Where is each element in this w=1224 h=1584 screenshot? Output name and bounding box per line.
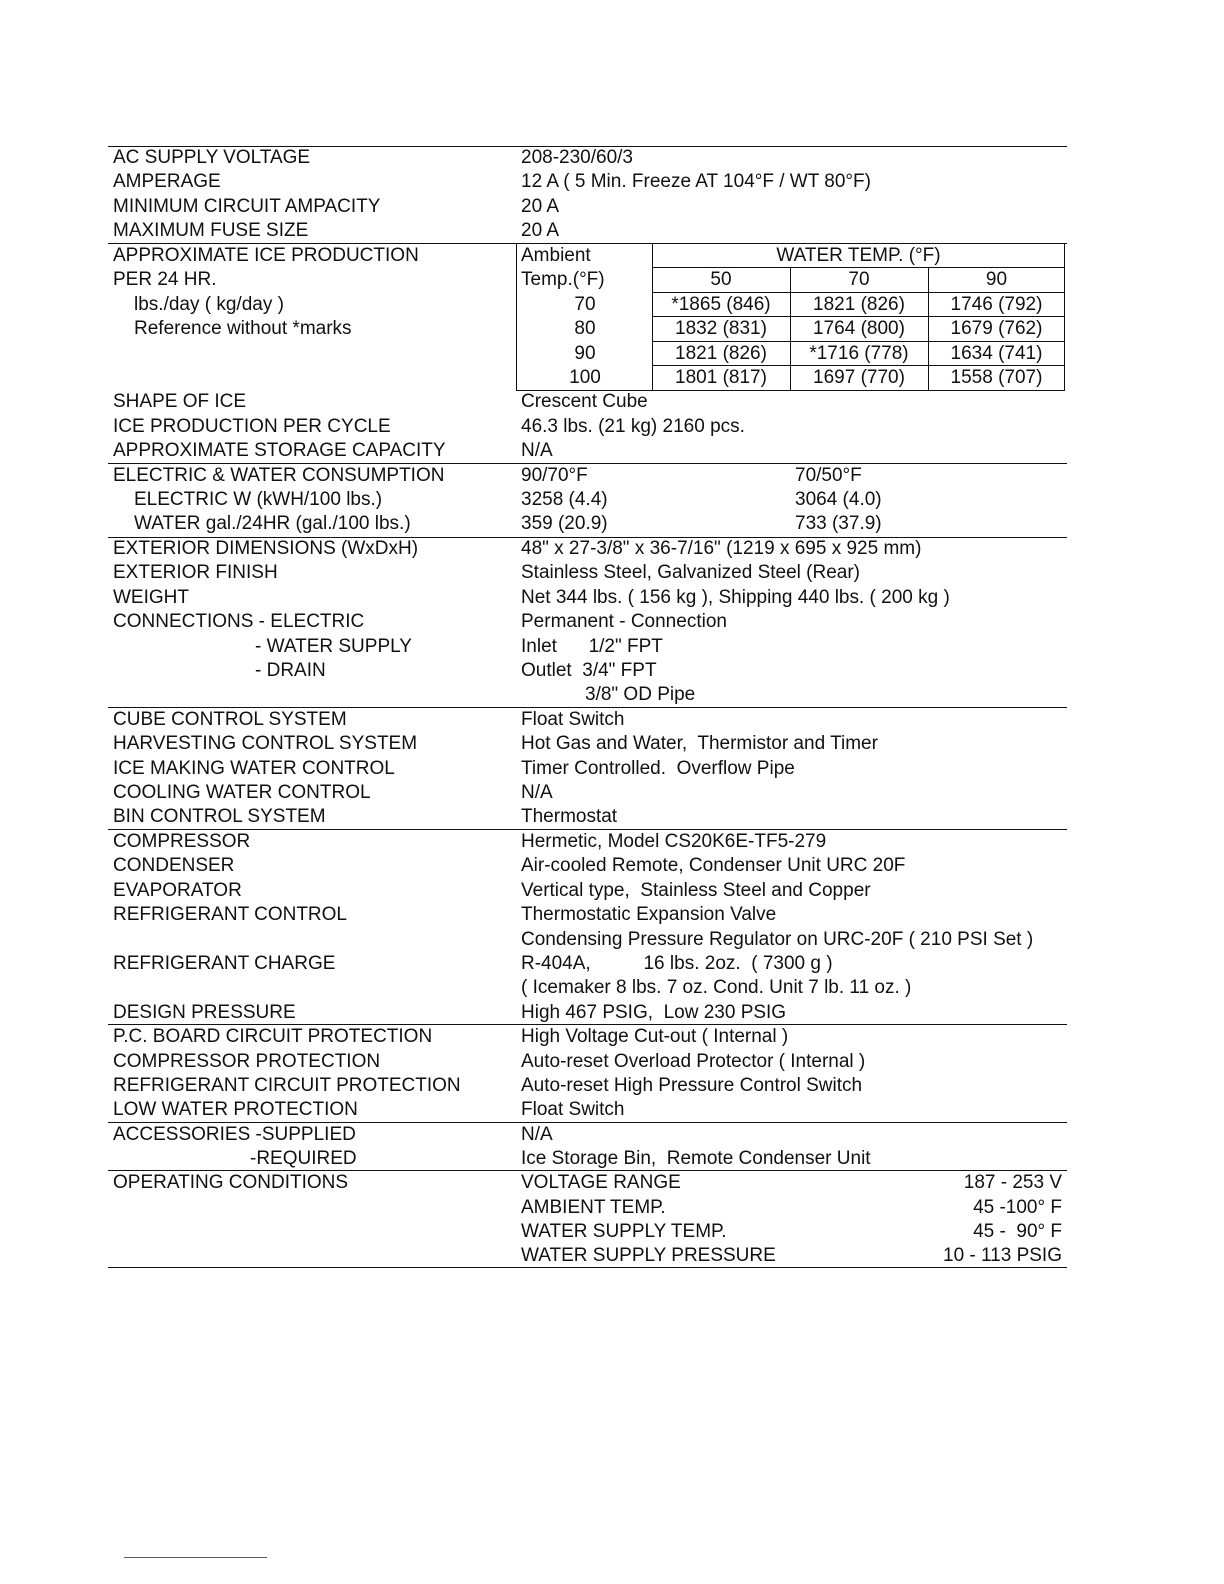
ac-supply-voltage-value: 208-230/60/3 (521, 147, 633, 168)
storage-value: N/A (521, 440, 553, 461)
ice-production-label-2: PER 24 HR. (113, 269, 217, 290)
per-cycle-value: 46.3 lbs. (21 kg) 2160 pcs. (521, 416, 745, 437)
connections-electric-label: CONNECTIONS - ELECTRIC (113, 611, 365, 632)
min-circuit-value: 20 A (521, 196, 560, 217)
accessories-supplied-label: ACCESSORIES -SUPPLIED (113, 1124, 356, 1145)
weight-value: Net 344 lbs. ( 156 kg ), Shipping 440 lbs. ( 200 kg ) (521, 587, 950, 608)
finish-value: Stainless Steel, Galvanized Steel (Rear) (521, 562, 860, 583)
connections-water-label: - WATER SUPPLY (255, 636, 412, 657)
water-supply-pressure-label: WATER SUPPLY PRESSURE (521, 1245, 776, 1266)
table-ambient-90: 90 (574, 343, 596, 364)
shape-of-ice-value: Crescent Cube (521, 391, 648, 412)
water-supply-pressure-value: 10 - 113 PSIG (943, 1245, 1062, 1266)
refrigerant-charge-label: REFRIGERANT CHARGE (113, 953, 336, 974)
refrigerant-protection-label: REFRIGERANT CIRCUIT PROTECTION (113, 1075, 461, 1096)
condenser-label: CONDENSER (113, 855, 235, 876)
bin-control-label: BIN CONTROL SYSTEM (113, 806, 326, 827)
compressor-protection-label: COMPRESSOR PROTECTION (113, 1051, 381, 1072)
refrigerant-control-value-2: Condensing Pressure Regulator on URC-20F ( 210 PSI Set ) (521, 929, 1034, 950)
table-cell: 1679 (762) (950, 318, 1043, 339)
footer-blue-rule (124, 1557, 267, 1558)
cooling-water-control-label: COOLING WATER CONTROL (113, 782, 371, 803)
water-consumption-v1: 359 (20.9) (521, 513, 608, 534)
table-cell: 1821 (826) (813, 294, 905, 315)
voltage-range-label: VOLTAGE RANGE (521, 1172, 681, 1193)
compressor-value: Hermetic, Model CS20K6E-TF5-279 (521, 831, 827, 852)
ambient-temp-value: 45 -100° F (973, 1197, 1062, 1218)
water-supply-temp-value: 45 - 90° F (973, 1221, 1062, 1242)
voltage-range-value: 187 - 253 V (963, 1172, 1062, 1193)
table-border-left (516, 243, 517, 390)
table-ambient-header: Ambient (521, 245, 591, 266)
condenser-value: Air-cooled Remote, Condenser Unit URC 20F (521, 855, 906, 876)
water-supply-temp-label: WATER SUPPLY TEMP. (521, 1221, 727, 1242)
connections-drain-label: - DRAIN (255, 660, 326, 681)
connections-water-value: Inlet 1/2" FPT (521, 636, 663, 657)
compressor-protection-value: Auto-reset Overload Protector ( Internal ) (521, 1051, 866, 1072)
max-fuse-value: 20 A (521, 220, 560, 241)
consumption-col-90-70: 90/70°F (521, 465, 588, 486)
pc-board-protection-label: P.C. BOARD CIRCUIT PROTECTION (113, 1026, 433, 1047)
ac-supply-voltage-label: AC SUPPLY VOLTAGE (113, 147, 311, 168)
per-cycle-label: ICE PRODUCTION PER CYCLE (113, 416, 391, 437)
table-cell: 1634 (741) (950, 343, 1043, 364)
weight-label: WEIGHT (113, 587, 189, 608)
refrigerant-control-value: Thermostatic Expansion Valve (521, 904, 777, 925)
cooling-water-control-value: N/A (521, 782, 553, 803)
cube-control-value: Float Switch (521, 709, 625, 730)
ice-production-reference-note: Reference without *marks (134, 318, 352, 339)
ambient-temp-label: AMBIENT TEMP. (521, 1197, 666, 1218)
amperage-label: AMPERAGE (113, 171, 221, 192)
electric-consumption-v2: 3064 (4.0) (795, 489, 882, 510)
ice-water-control-value: Timer Controlled. Overflow Pipe (521, 758, 795, 779)
amperage-value: 12 A ( 5 Min. Freeze AT 104°F / WT 80°F) (521, 171, 871, 192)
water-consumption-v2: 733 (37.9) (795, 513, 882, 534)
compressor-label: COMPRESSOR (113, 831, 251, 852)
table-col-90: 90 (985, 269, 1008, 290)
max-fuse-label: MAXIMUM FUSE SIZE (113, 220, 309, 241)
ice-production-label: APPROXIMATE ICE PRODUCTION (113, 245, 419, 266)
evaporator-label: EVAPORATOR (113, 880, 242, 901)
min-circuit-label: MINIMUM CIRCUIT AMPACITY (113, 196, 381, 217)
table-cell: 1558 (707) (950, 367, 1043, 388)
table-ambient-header-2: Temp.(°F) (521, 269, 605, 290)
table-ambient-80: 80 (574, 318, 596, 339)
table-cell: 1697 (770) (813, 367, 905, 388)
refrigerant-protection-value: Auto-reset High Pressure Control Switch (521, 1075, 863, 1096)
refrigerant-charge-value: R-404A, 16 lbs. 2oz. ( 7300 g ) (521, 953, 833, 974)
finish-label: EXTERIOR FINISH (113, 562, 278, 583)
connections-electric-value: Permanent - Connection (521, 611, 727, 632)
table-cell: 1801 (817) (675, 367, 767, 388)
table-cell: 1746 (792) (950, 294, 1043, 315)
consumption-col-70-50: 70/50°F (795, 465, 862, 486)
table-cell: *1716 (778) (809, 343, 909, 364)
bin-control-value: Thermostat (521, 806, 618, 827)
table-col-70: 70 (848, 269, 870, 290)
water-consumption-label: WATER gal./24HR (gal./100 lbs.) (134, 513, 411, 534)
operating-conditions-label: OPERATING CONDITIONS (113, 1172, 349, 1193)
storage-label: APPROXIMATE STORAGE CAPACITY (113, 440, 446, 461)
table-cell: *1865 (846) (671, 294, 771, 315)
electric-consumption-label: ELECTRIC W (kWH/100 lbs.) (134, 489, 383, 510)
design-pressure-value: High 467 PSIG, Low 230 PSIG (521, 1002, 787, 1023)
table-cell: 1832 (831) (675, 318, 767, 339)
connections-drain-value-2: 3/8" OD Pipe (585, 684, 696, 705)
table-cell: 1821 (826) (675, 343, 767, 364)
shape-of-ice-label: SHAPE OF ICE (113, 391, 247, 412)
dimensions-label: EXTERIOR DIMENSIONS (WxDxH) (113, 538, 419, 559)
accessories-supplied-value: N/A (521, 1124, 553, 1145)
electric-consumption-v1: 3258 (4.4) (521, 489, 608, 510)
connections-drain-value: Outlet 3/4" FPT (521, 660, 657, 681)
ice-water-control-label: ICE MAKING WATER CONTROL (113, 758, 395, 779)
dimensions-value: 48" x 27-3/8" x 36-7/16" (1219 x 695 x 925 mm) (521, 538, 922, 559)
pc-board-protection-value: High Voltage Cut-out ( Internal ) (521, 1026, 789, 1047)
harvesting-control-value: Hot Gas and Water, Thermistor and Timer (521, 733, 878, 754)
harvesting-control-label: HARVESTING CONTROL SYSTEM (113, 733, 418, 754)
ice-production-units: lbs./day ( kg/day ) (134, 294, 284, 315)
table-ambient-70: 70 (574, 294, 596, 315)
accessories-required-value: Ice Storage Bin, Remote Condenser Unit (521, 1148, 871, 1169)
low-water-protection-label: LOW WATER PROTECTION (113, 1099, 358, 1120)
table-col-50: 50 (710, 269, 732, 290)
table-cell: 1764 (800) (813, 318, 905, 339)
refrigerant-charge-value-2: ( Icemaker 8 lbs. 7 oz. Cond. Unit 7 lb. 11 oz. ) (521, 977, 912, 998)
table-ambient-100: 100 (569, 367, 601, 388)
low-water-protection-value: Float Switch (521, 1099, 625, 1120)
design-pressure-label: DESIGN PRESSURE (113, 1002, 296, 1023)
cube-control-label: CUBE CONTROL SYSTEM (113, 709, 347, 730)
accessories-required-label: -REQUIRED (250, 1148, 357, 1169)
consumption-label: ELECTRIC & WATER CONSUMPTION (113, 465, 445, 486)
evaporator-value: Vertical type, Stainless Steel and Copper (521, 880, 871, 901)
refrigerant-control-label: REFRIGERANT CONTROL (113, 904, 348, 925)
table-water-temp-header: WATER TEMP. (°F) (776, 245, 941, 266)
